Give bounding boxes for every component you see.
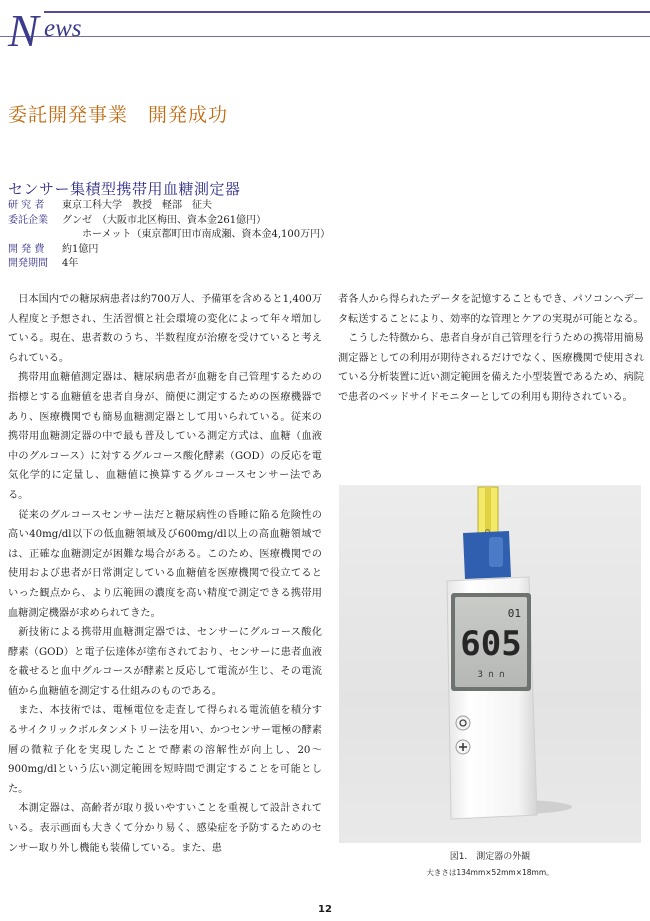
figure-size-note: 大きさは134mm×52mm×18mm。 [426,868,554,877]
info-value-period: 4年 [62,258,79,269]
info-label-period: 開発期間 [8,258,48,269]
info-value-researcher: 東京工科大学 教授 軽部 征夫 [62,200,212,211]
body-paragraph-continued: 者各人から得られたデータを記憶することもでき、パソコンへデータ転送することにより、効率的な管理とケアの実現が可能となる。 [338,294,644,325]
article-headline: 委託開発事業 開発成功 [8,104,229,126]
info-value-company2: ホーメット（東京都町田市南成瀬、資本金4,100万円） [82,229,331,240]
info-value-cost: 約1億円 [62,243,99,255]
page-number: 12 [318,904,332,915]
news-masthead [0,0,650,56]
body-paragraph: 日本国内での糖尿病患者は約700万人、予備軍を含めると1,400万人程度と予想され、生活習慣と社会環境の変化によって年々増加している。現在、患者数のうち、半数程度が治療を受けていると考えられている。 [8,294,322,364]
device-photo [339,485,641,843]
lcd-bottom-readout: 3 ∩ ∩ [477,670,505,680]
info-row-period [8,257,330,272]
power-button [456,716,470,730]
strip-port [463,531,511,579]
body-paragraph: また、本技術では、電極電位を走査して得られる電流値を積分するサイクリックボルタンメトリー法を用い、かつセンサー電極の酵素層の微粒子化を実現したことで酵素の溶解性が向上し、20〜900mg/dlという広い測定範囲を短時間で測定することを可能とした。 [8,705,322,795]
info-row-researcher [8,199,330,214]
info-value-company: グンゼ （大阪市北区梅田、資本金261億円） [62,214,267,226]
body-column-left [8,290,322,858]
masthead-rule-top [44,11,650,13]
strip-port-highlight [489,537,503,567]
news-logo-text: ews [44,15,82,42]
glucose-meter-illustration [339,485,641,843]
body-paragraph: 本測定器は、高齢者が取り扱いやすいことを重視して設計されている。表示画面も大きくて分かり易く、感染症を予防するためのセンサー取り外し機能も装備している。また、患 [8,803,322,854]
info-label-cost: 開 発 費 [8,243,45,255]
body-paragraph: こうした特徴から、患者自身が自己管理を行うための携帯用簡易測定器としての利用が期待されるだけでなく、医療機関で使用されている分析装置に近い測定範囲を備えた小型装置であるため、病院で患者のベッドサイドモニターとしての利用も期待されている。 [338,333,644,403]
project-info [8,199,330,272]
body-paragraph: 新技術による携帯用血糖測定器では、センサーにグルコース酸化酵素（GOD）と電子伝達体が塗布されており、センサーに患者血液を載せると血中グルコースが酵素と反応して電流が生じ、その電流値から血糖値を測定する仕組みのものである。 [8,627,322,697]
info-label-researcher: 研 究 者 [8,200,45,211]
info-label-company: 委託企業 [8,214,48,226]
lcd-main-readout: 605 [460,624,522,664]
news-logo-initial: N [8,5,39,56]
body-paragraph: 従来のグルコースセンサー法だと糖尿病性の昏睡に陥る危険性の高い40mg/dl以下の低血糖領域及び600mg/dl以上の高血糖領域では、正確な血糖測定が困難な場合がある。このため、医療機関での使用および患者が日常測定している血糖値を医療機関で役立てるといった観点から、より広範囲の濃度を高い精度で測定できる携帯用血糖測定機器が求められてきた。 [8,509,322,619]
lcd-small-readout: 01 [507,607,521,620]
info-label-spacer [8,228,62,243]
info-row-company2 [8,228,330,243]
article-subtitle: センサー集積型携帯用血糖測定器 [8,180,241,198]
figure-caption: 図1. 測定器の外観 [449,852,531,862]
body-paragraph: 携帯用血糖値測定器は、糖尿病患者が血糖を自己管理するための指標とする血糖値を患者自身が、簡便に測定するための医療機器であり、医療機関でも簡易血糖測定器として用いられている。従来の携帯用血糖測定器の中で最も普及している測定方式は、血糖（血液中のグルコース）に対するグルコース酸化酵素（GOD）の反応を電気化学的に定量し、血糖値に換算するグルコースセンサー法である。 [8,372,322,501]
body-column-right [338,290,644,408]
masthead-rule-bottom [0,36,650,37]
info-row-company [8,214,330,229]
info-row-cost [8,243,330,258]
